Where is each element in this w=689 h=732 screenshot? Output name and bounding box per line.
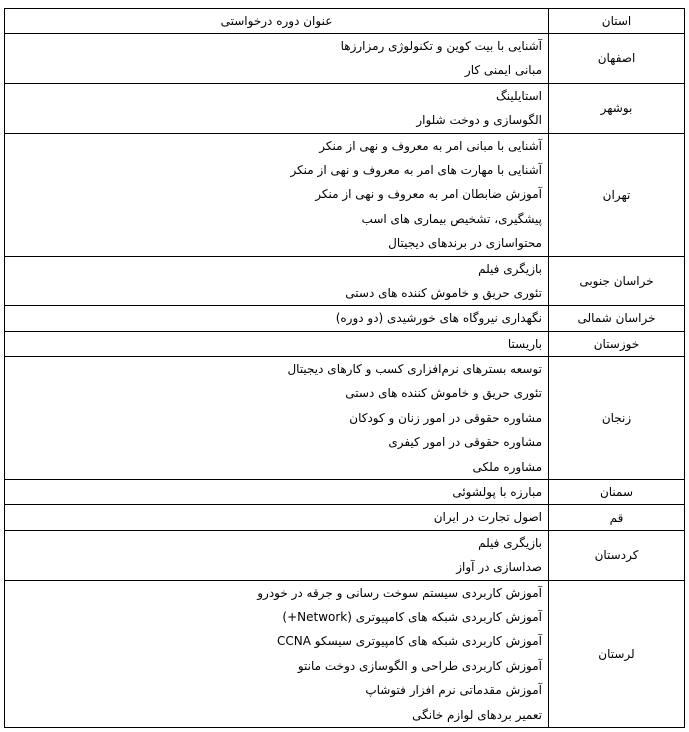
course-title: مشاوره حقوقی در امور زنان و کودکان <box>349 410 542 425</box>
course-title: اصول تجارت در ایران <box>433 510 542 525</box>
course-title: استایلینگ <box>496 88 542 103</box>
course-title: آشنایی با مهارت های امر به معروف و نهی از منکر <box>290 162 542 177</box>
course-title: آموزش مقدماتی نرم افزار فتوشاپ <box>365 683 542 698</box>
courses-cell <box>5 256 549 306</box>
table-row <box>5 83 685 133</box>
course-title: توسعه بسترهای نرم‌افزاری کسب و کارهای دیجیتال <box>287 362 542 377</box>
course-title: نگهداری نیروگاه های خورشیدی (دو دوره) <box>335 311 542 326</box>
course-title: آشنایی با بیت کوین و تکنولوژی رمزارزها <box>340 39 542 53</box>
courses-document <box>4 8 685 728</box>
header-row <box>5 9 685 34</box>
table-row <box>5 357 685 480</box>
table-body <box>5 34 685 728</box>
course-title: آموزش کاربردی سیستم سوخت رسانی و جرقه در خودرو <box>257 585 542 600</box>
course-title: آموزش کاربردی طراحی و الگوسازی دوخت مانتو <box>297 658 542 673</box>
table-row <box>5 505 685 530</box>
courses-cell <box>5 83 549 133</box>
table-row <box>5 331 685 356</box>
province-cell: خراسان شمالی <box>549 306 685 331</box>
course-title: مبانی ایمنی کار <box>464 63 542 78</box>
course-title: آشنایی با مبانی امر به معروف و نهی از منکر <box>319 138 542 153</box>
table-row <box>5 580 685 727</box>
course-title: تئوری حریق و خاموش کننده های دستی <box>345 386 542 401</box>
province-cell: سمنان <box>549 480 685 505</box>
province-cell: تهران <box>549 133 685 256</box>
course-title: آموزش کاربردی شبکه های کامپیوتری (Network+) <box>282 609 542 624</box>
course-title: تعمیر بردهای لوازم خانگی <box>412 707 542 722</box>
courses-cell <box>5 357 549 480</box>
table-row <box>5 530 685 580</box>
courses-cell <box>5 34 549 84</box>
province-cell: خوزستان <box>549 331 685 356</box>
course-title: مبارزه با پولشوئی <box>452 485 542 500</box>
courses-cell <box>5 480 549 505</box>
province-cell: لرستان <box>549 580 685 727</box>
province-cell: اصفهان <box>549 34 685 84</box>
course-title: صداسازی در آواز <box>456 560 542 575</box>
table-row <box>5 306 685 331</box>
province-header: استان <box>549 9 685 34</box>
course-title: بازیگری فیلم <box>478 261 542 276</box>
province-cell: قم <box>549 505 685 530</box>
course-title: بازیگری فیلم <box>478 535 542 550</box>
courses-header: عنوان دوره درخواستی <box>5 9 549 34</box>
courses-cell <box>5 306 549 331</box>
table-row <box>5 480 685 505</box>
courses-cell <box>5 331 549 356</box>
courses-cell <box>5 133 549 256</box>
courses-cell <box>5 580 549 727</box>
course-title: مشاوره حقوقی در امور کیفری <box>388 435 542 450</box>
table-row <box>5 34 685 84</box>
province-cell: بوشهر <box>549 83 685 133</box>
course-title: آموزش ضابطان امر به معروف و نهی از منکر <box>315 187 542 202</box>
province-cell: خراسان جنوبی <box>549 256 685 306</box>
course-title: آموزش کاربردی شبکه های کامپیوتری سیسکو CCNA <box>276 634 542 649</box>
province-cell: کردستان <box>549 530 685 580</box>
course-title: محتواسازی در برندهای دیجیتال <box>388 236 542 251</box>
courses-cell <box>5 505 549 530</box>
course-title: مشاوره ملکی <box>472 459 542 474</box>
course-title: الگوسازی و دوخت شلوار <box>416 113 542 128</box>
course-title: پیشگیری، تشخیص بیماری های اسب <box>361 211 542 226</box>
course-title: باریستا <box>507 336 542 351</box>
table-row <box>5 133 685 256</box>
course-title: تئوری حریق و خاموش کننده های دستی <box>345 285 542 300</box>
province-cell: زنجان <box>549 357 685 480</box>
table-row <box>5 256 685 306</box>
courses-cell <box>5 530 549 580</box>
courses-table <box>4 8 685 728</box>
